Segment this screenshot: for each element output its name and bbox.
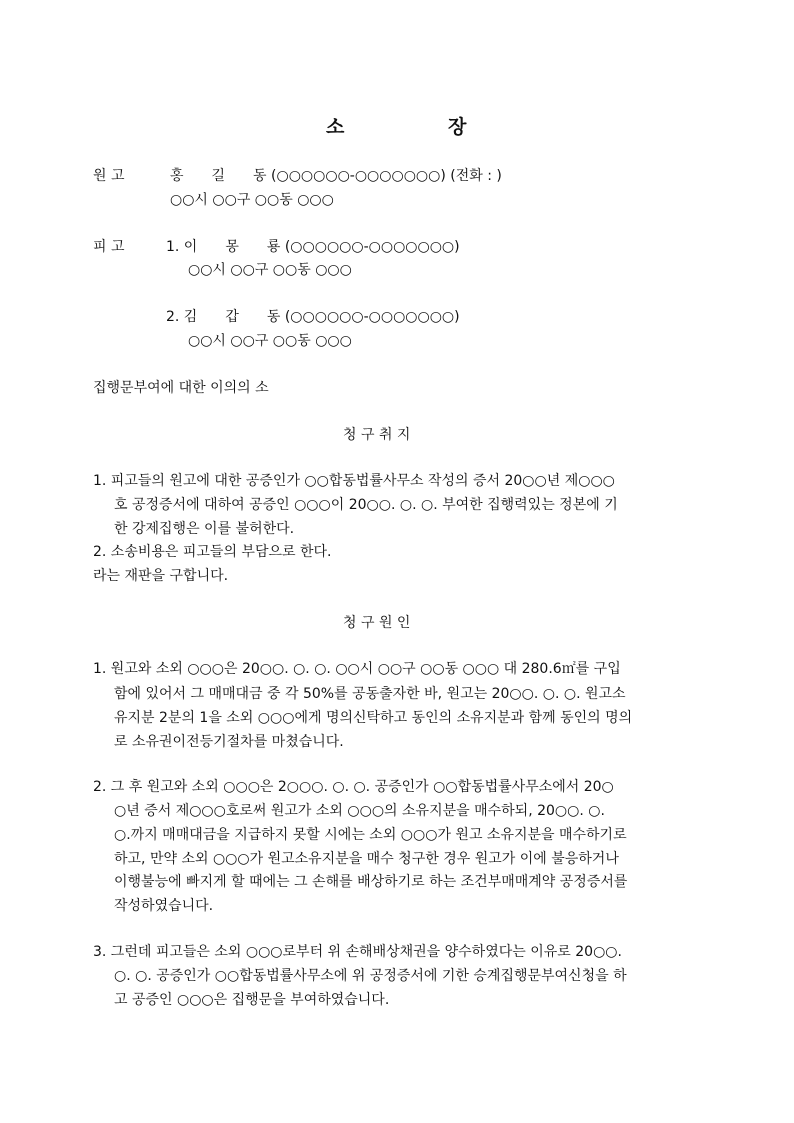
claim-cause-line: ○.까지 매매대금을 지급하지 못할 시에는 소외 ○○○가 원고 소유지분을 매수하기로 — [114, 827, 627, 843]
defendant-label: 피 고 — [93, 239, 125, 255]
defendant-1-address: ○○시 ○○구 ○○동 ○○○ — [188, 262, 352, 278]
document-title-first-char: 소 — [326, 116, 345, 138]
claim-cause-heading: 청 구 원 인 — [343, 615, 411, 631]
claim-cause-line: 함에 있어서 그 매매대금 중 각 50%를 공동출자한 바, 원고는 20○○. ○. ○. 원고소 — [114, 686, 626, 702]
claim-cause-line: 고 공증인 ○○○은 집행문을 부여하였습니다. — [114, 992, 390, 1008]
claim-cause-line: ○년 증서 제○○○호로써 원고가 소외 ○○○의 소유지분을 매수하되, 20○○. ○. — [114, 803, 605, 819]
claim-purpose-line: 한 강제집행은 이를 불허한다. — [114, 521, 295, 537]
case-name: 집행문부여에 대한 이의의 소 — [93, 380, 269, 396]
defendant-2-name: 2. 김 갑 동 (○○○○○○-○○○○○○○) — [166, 309, 460, 325]
claim-cause-line: 3. 그런데 피고들은 소외 ○○○로부터 위 손해배상채권을 양수하였다는 이유로 20○○. — [93, 944, 622, 960]
defendant-2-address: ○○시 ○○구 ○○동 ○○○ — [188, 333, 352, 349]
claim-cause-line: 이행불능에 빠지게 할 때에는 그 손해를 배상하기로 하는 조건부매매계약 공정증서를 — [114, 874, 628, 890]
defendant-1-name: 1. 이 몽 룡 (○○○○○○-○○○○○○○) — [166, 239, 460, 255]
plaintiff-label: 원 고 — [93, 168, 125, 184]
claim-purpose-line: 호 공정증서에 대하여 공증인 ○○○이 20○○. ○. ○. 부여한 집행력있는 정본에 기 — [114, 497, 618, 513]
claim-purpose-line: 라는 재판을 구합니다. — [93, 568, 229, 584]
claim-cause-line: 작성하였습니다. — [114, 898, 214, 914]
claim-cause-line: 하고, 만약 소외 ○○○가 원고소유지분을 매수 청구한 경우 원고가 이에 불응하거나 — [114, 851, 619, 867]
claim-purpose-line: 1. 피고들의 원고에 대한 공증인가 ○○합동법률사무소 작성의 증서 20○○년 제○○○ — [93, 473, 615, 489]
plaintiff-name: 홍 길 동 (○○○○○○-○○○○○○○) (전화 : ) — [170, 168, 502, 184]
plaintiff-address: ○○시 ○○구 ○○동 ○○○ — [170, 192, 334, 208]
claim-cause-line: 1. 원고와 소외 ○○○은 20○○. ○. ○. ○○시 ○○구 ○○동 ○○○ 대 280.6㎡를 구입 — [93, 661, 621, 677]
claim-purpose-heading: 청 구 취 지 — [343, 427, 411, 443]
claim-cause-line: 로 소유권이전등기절차를 마쳤습니다. — [114, 734, 344, 750]
claim-purpose-line: 2. 소송비용은 피고들의 부담으로 한다. — [93, 544, 332, 560]
claim-cause-line: 유지분 2분의 1을 소외 ○○○에게 명의신탁하고 동인의 소유지분과 함께 동인의 명의 — [114, 710, 633, 726]
document-title-second-char: 장 — [448, 116, 467, 138]
claim-cause-line: 2. 그 후 원고와 소외 ○○○은 2○○○. ○. ○. 공증인가 ○○합동법률사무소에서 20○ — [93, 779, 614, 795]
claim-cause-line: ○. ○. 공증인가 ○○합동법률사무소에 위 공정증서에 기한 승계집행문부여신청을 하 — [114, 968, 627, 984]
